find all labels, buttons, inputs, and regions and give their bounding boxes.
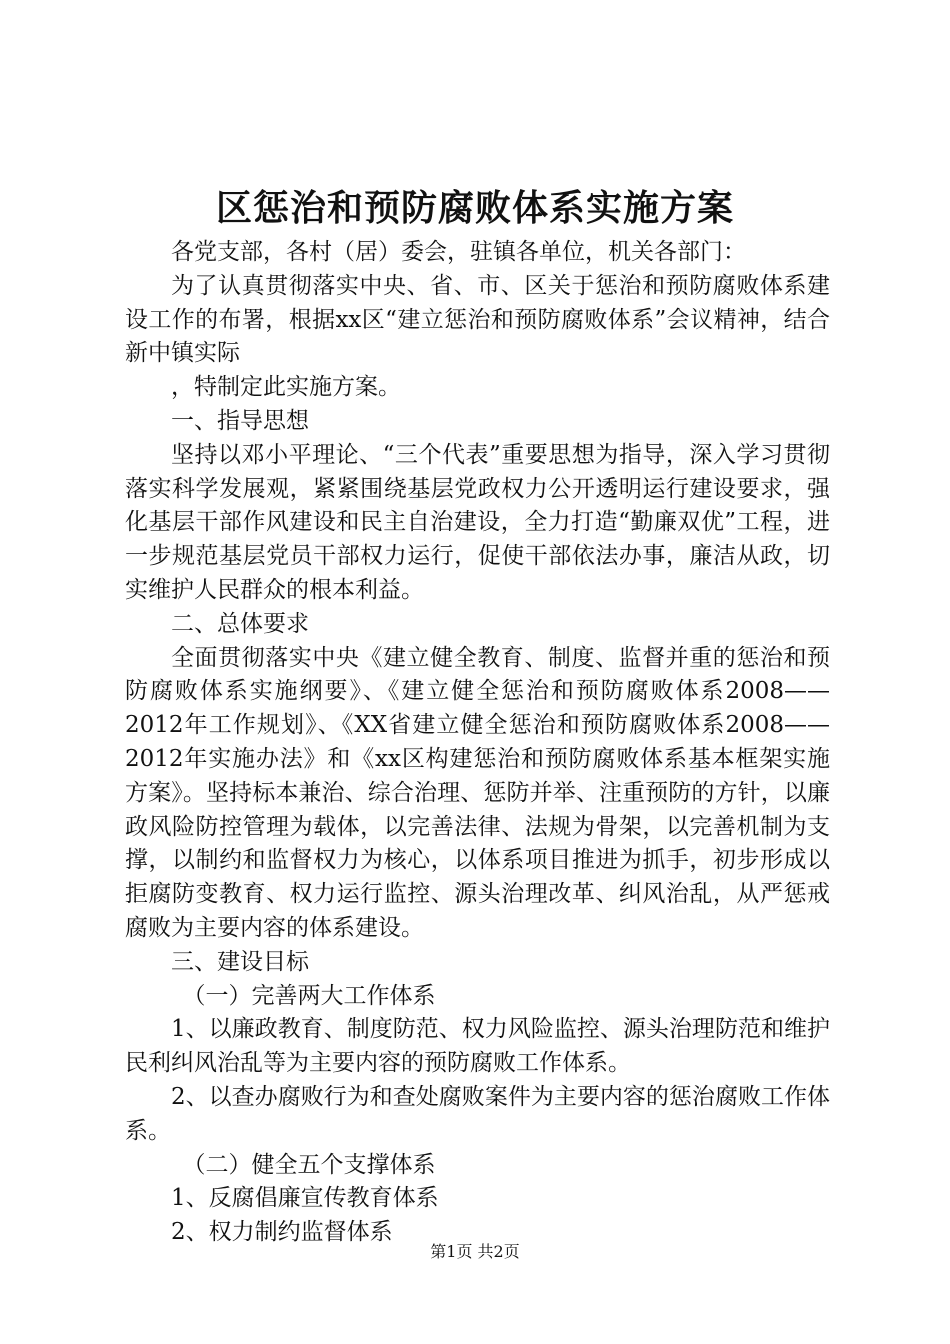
section-heading-3: 三、建设目标 xyxy=(171,948,309,975)
intro-paragraph: 为了认真贯彻落实中央、省、市、区关于惩治和预防腐败体系建设工作的布署，根据xx区“建立惩治和预防腐败体系”会议精神，结合新中镇实际 xyxy=(125,272,830,367)
section-heading-1: 一、指导思想 xyxy=(171,407,309,434)
list-item-1: 1、以廉政教育、制度防范、权力风险监控、源头治理防范和维护民利纠风治乱等为主要内容的预防腐败工作体系。 xyxy=(125,1016,830,1077)
paragraph-overall-requirements: 全面贯彻落实中央《建立健全教育、制度、监督并重的惩治和预防腐败体系实施纲要》、《建立健全惩治和预防腐败体系2008——2012年工作规划》、《XX省建立健全惩治和预防腐败体系2008——2012年实施办法》和《xx区构建惩治和预防腐败体系基本框架实施方案》。坚持标本兼治、综合治理、惩防并举、注重预防的方针，以廉政风险防控管理为载体，以完善法律、法规为骨架，以完善机制为支撑，以制约和监督权力为核心，以体系项目推进为抓手，初步形成以拒腐防变教育、权力运行监控、源头治理改革、纠风治乱，从严惩戒腐败为主要内容的体系建设。 xyxy=(125,644,830,941)
intro-continuation: ，特制定此实施方案。 xyxy=(171,374,401,401)
list-item-3: 1、反腐倡廉宣传教育体系 xyxy=(171,1185,439,1212)
list-item-4: 2、权力制约监督体系 xyxy=(171,1219,393,1246)
document-title: 区惩治和预防腐败体系实施方案 xyxy=(215,187,734,229)
document-body xyxy=(125,236,830,1250)
list-item-2: 2、以查办腐败行为和查处腐败案件为主要内容的惩治腐败工作体系。 xyxy=(125,1083,830,1144)
section-heading-2: 二、总体要求 xyxy=(171,610,309,637)
paragraph-guiding-thought: 坚持以邓小平理论、“三个代表”重要思想为指导，深入学习贯彻落实科学发展观，紧紧围绕基层党政权力公开透明运行建设要求，强化基层干部作风建设和民主自治建设，全力打造“勤廉双优”工程，进一步规范基层党员干部权力运行，促使干部依法办事，廉洁从政，切实维护人民群众的根本利益。 xyxy=(125,441,830,603)
page-footer: 第1页 共2页 xyxy=(430,1242,520,1261)
subsection-heading-2: （二）健全五个支撑体系 xyxy=(182,1151,436,1178)
subsection-heading-1: （一）完善两大工作体系 xyxy=(182,982,436,1009)
salutation: 各党支部，各村（居）委会，驻镇各单位，机关各部门： xyxy=(171,239,746,265)
